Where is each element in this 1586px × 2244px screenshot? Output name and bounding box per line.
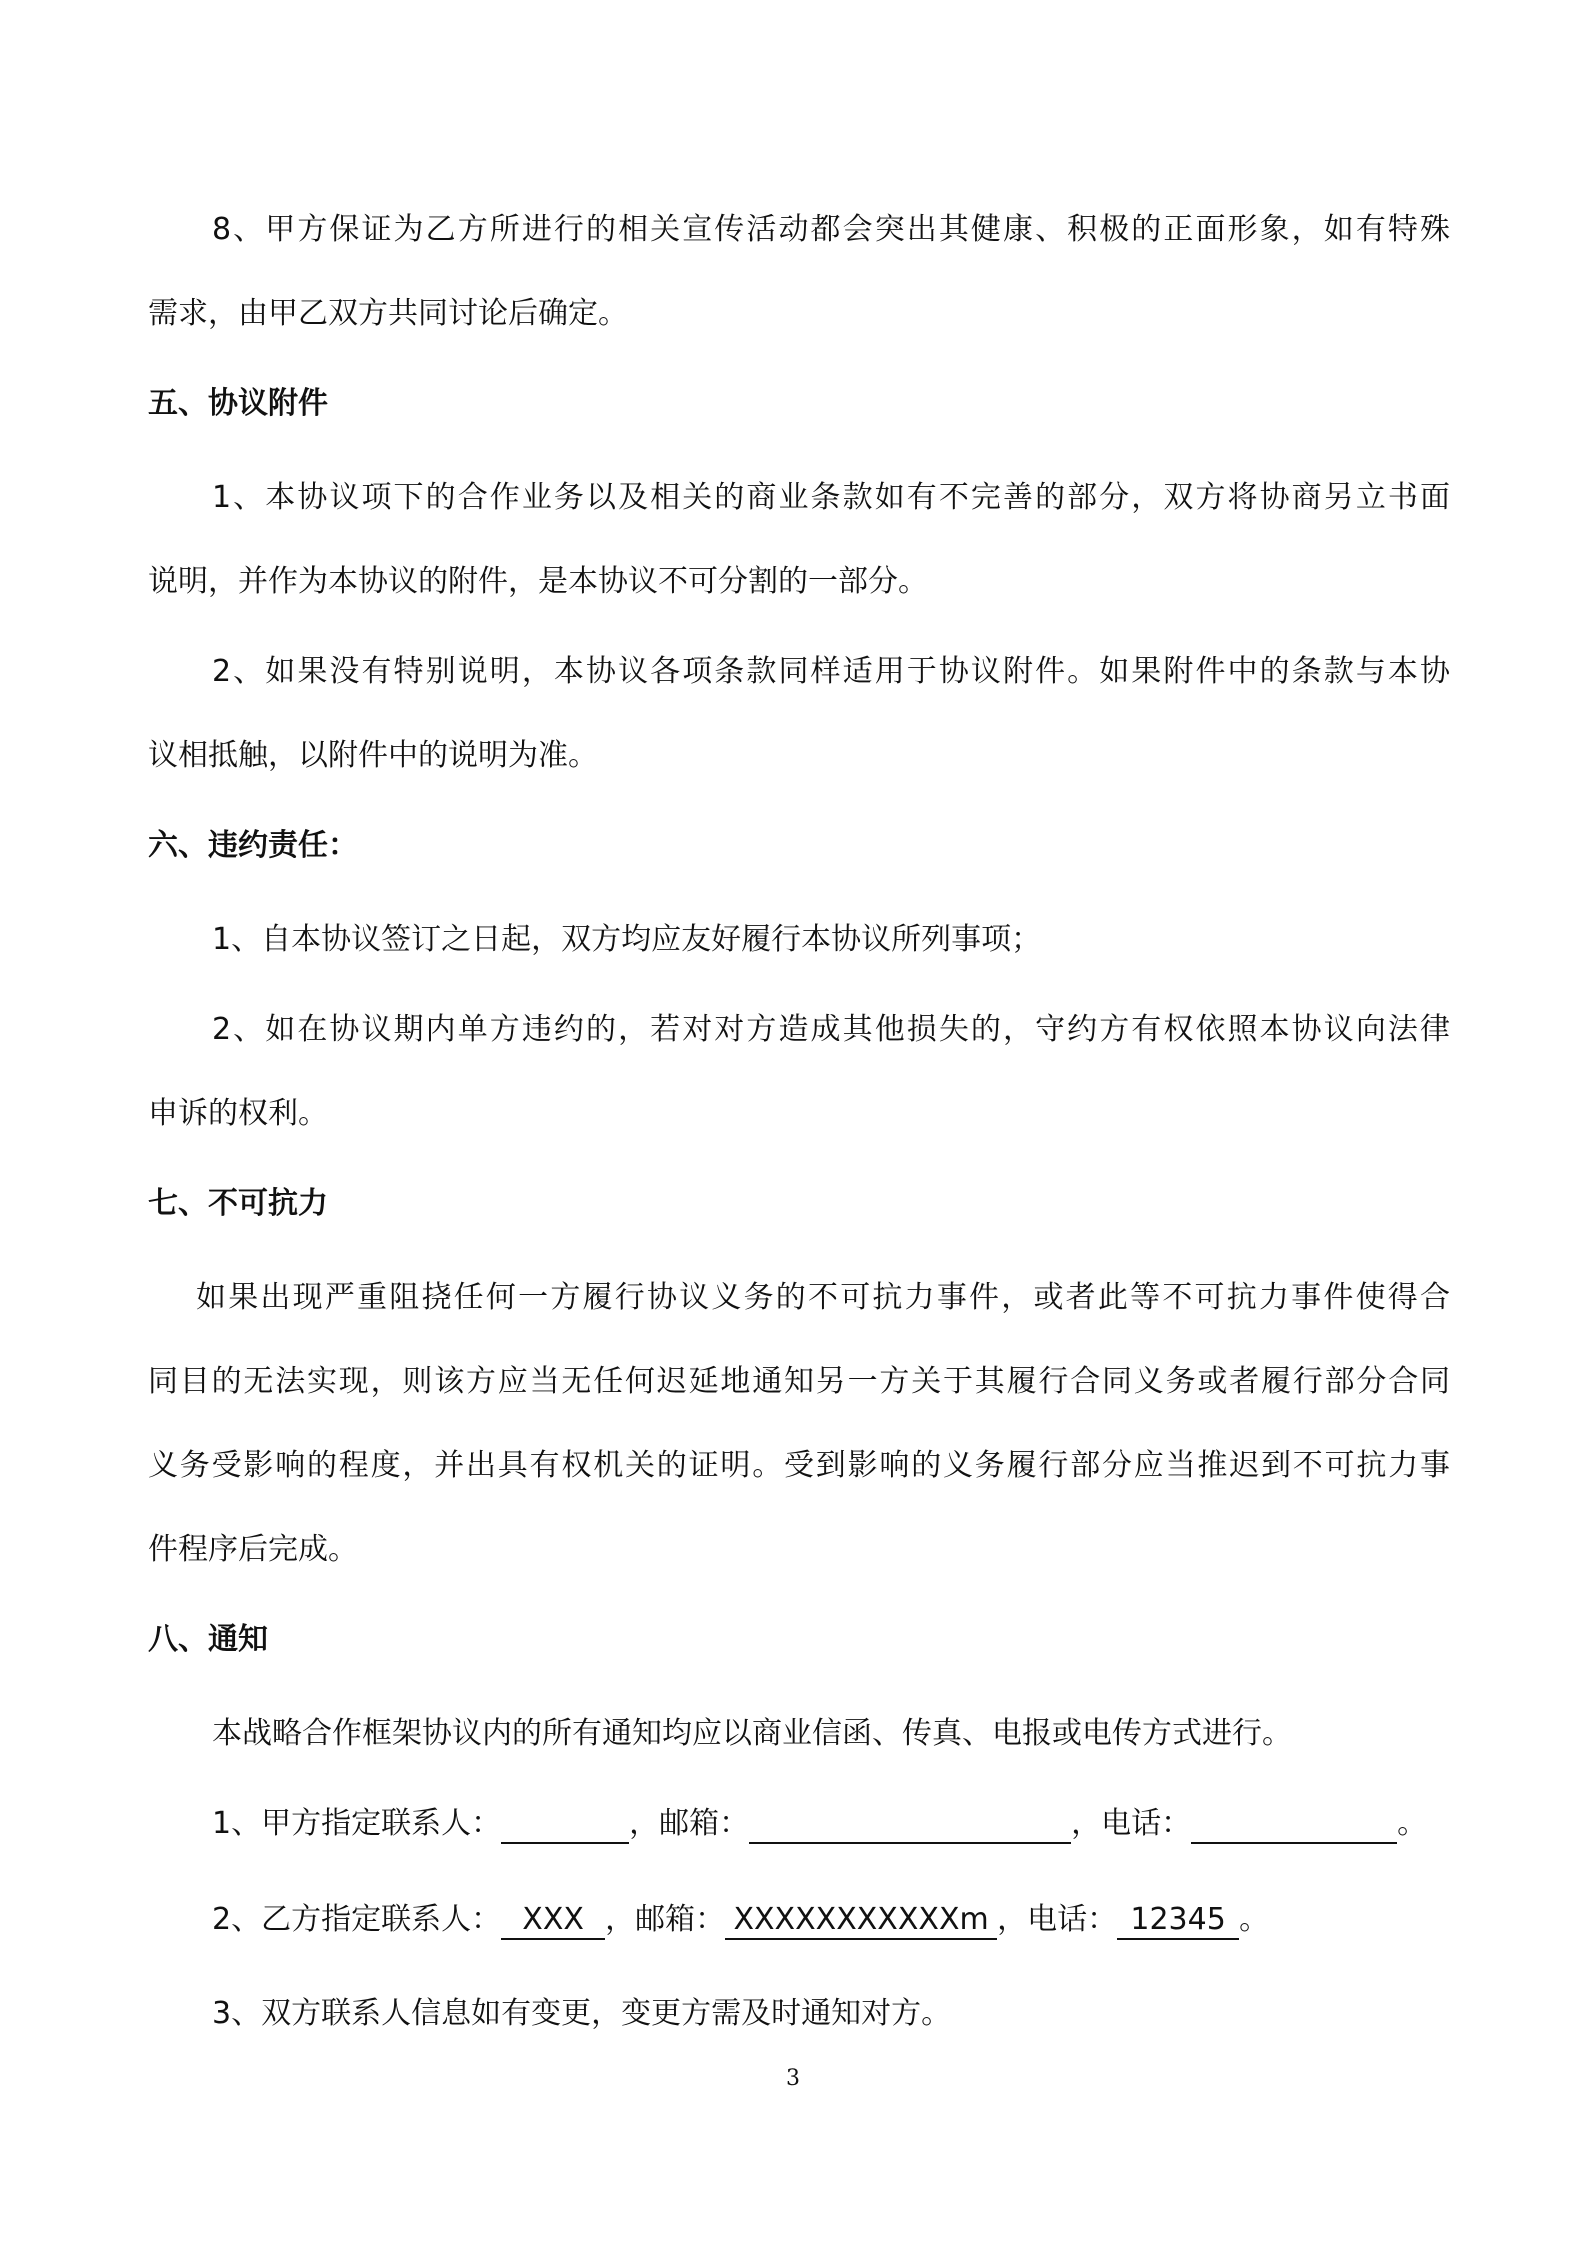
party-b-contact-field[interactable]: XXX — [501, 1900, 605, 1940]
clause6-item1: 1、自本协议签订之日起，双方均应友好履行本协议所列事项； — [212, 922, 1042, 957]
clause4-item8-line2: 需求，由甲乙双方共同讨论后确定。 — [148, 296, 628, 331]
clause7-para-line2: 同目的无法实现，则该方应当无任何迟延地通知另一方关于其履行合同义务或者履行部分合同 — [148, 1364, 1450, 1399]
clause7-para-line3: 义务受影响的程度，并出具有权机关的证明。受到影响的义务履行部分应当推迟到不可抗力事 — [148, 1448, 1450, 1483]
party-a-email-field[interactable] — [749, 1804, 1071, 1844]
party-a-phone-label: ，电话： — [1071, 1806, 1192, 1841]
clause6-item2-line1: 2、如在协议期内单方违约的，若对对方造成其他损失的，守约方有权依照本协议向法律 — [212, 1012, 1450, 1047]
party-a-contact-field[interactable] — [501, 1804, 629, 1844]
party-a-phone-field[interactable] — [1191, 1804, 1397, 1844]
party-b-contact-line — [212, 1900, 1512, 1940]
clause4-item8-line1: 8、甲方保证为乙方所进行的相关宣传活动都会突出其健康、积极的正面形象，如有特殊 — [212, 212, 1450, 247]
party-a-email-label: ，邮箱： — [629, 1806, 750, 1841]
clause7-heading: 七、不可抗力 — [148, 1186, 328, 1221]
party-b-phone-field[interactable]: 12345 — [1117, 1900, 1239, 1940]
party-a-end: 。 — [1397, 1806, 1428, 1841]
page-number: 3 — [786, 2066, 800, 2091]
clause5-item1-line2: 说明，并作为本协议的附件，是本协议不可分割的一部分。 — [148, 564, 928, 599]
clause5-heading: 五、协议附件 — [148, 386, 328, 421]
clause8-heading: 八、通知 — [148, 1622, 268, 1657]
clause5-item2-line1: 2、如果没有特别说明，本协议各项条款同样适用于协议附件。如果附件中的条款与本协 — [212, 654, 1450, 689]
party-b-email-label: ，邮箱： — [605, 1902, 726, 1937]
clause8-item3: 3、双方联系人信息如有变更，变更方需及时通知对方。 — [212, 1996, 952, 2031]
party-b-phone-label: ，电话： — [997, 1902, 1118, 1937]
party-b-email-field[interactable]: XXXXXXXXXXXm — [725, 1900, 997, 1940]
party-b-end: 。 — [1239, 1902, 1270, 1937]
clause5-item1-line1: 1、本协议项下的合作业务以及相关的商业条款如有不完善的部分，双方将协商另立书面 — [212, 480, 1450, 515]
party-a-contact-line — [212, 1804, 1512, 1844]
party-a-label: 1、甲方指定联系人： — [212, 1806, 502, 1841]
clause8-intro: 本战略合作框架协议内的所有通知均应以商业信函、传真、电报或电传方式进行。 — [212, 1716, 1292, 1751]
clause7-para-line1: 如果出现严重阻挠任何一方履行协议义务的不可抗力事件，或者此等不可抗力事件使得合 — [196, 1280, 1450, 1315]
party-b-label: 2、乙方指定联系人： — [212, 1902, 502, 1937]
clause6-heading: 六、违约责任： — [148, 828, 358, 863]
clause6-item2-line2: 申诉的权利。 — [148, 1096, 328, 1131]
clause5-item2-line2: 议相抵触，以附件中的说明为准。 — [148, 738, 598, 773]
clause7-para-line4: 件程序后完成。 — [148, 1532, 358, 1567]
